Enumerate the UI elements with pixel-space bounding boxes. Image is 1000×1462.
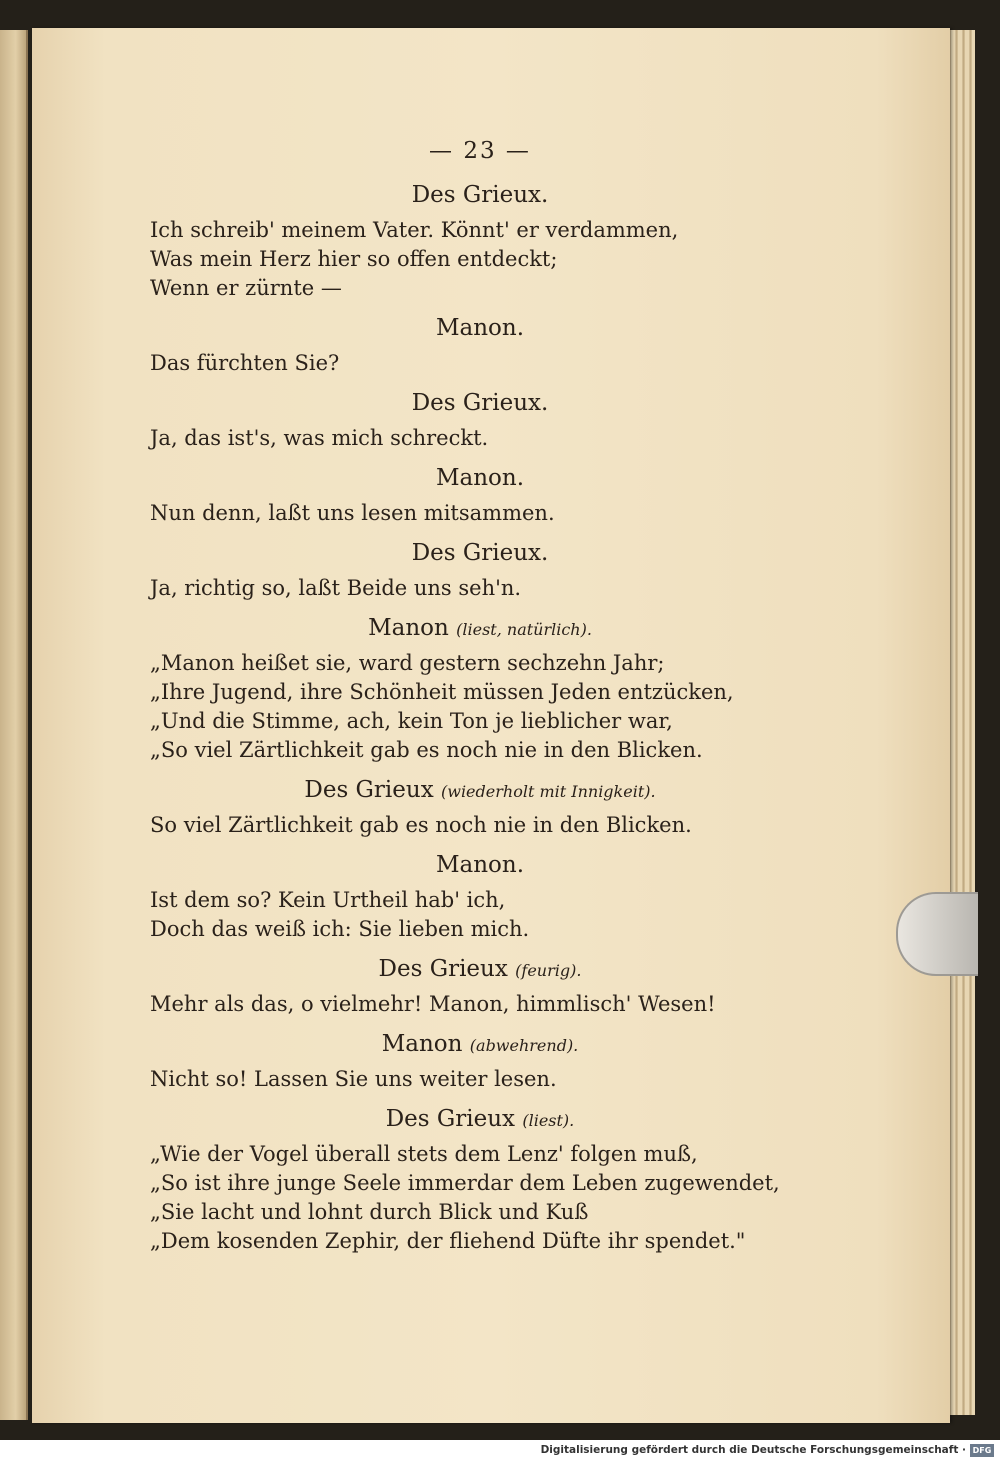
- speaker-name: Manon.: [435, 465, 525, 491]
- verse-line: „So viel Zärtlichkeit gab es noch nie in den Blicken.: [150, 738, 703, 762]
- verse-line: Wenn er zürnte —: [150, 276, 342, 300]
- verse-line: „Dem kosenden Zephir, der fliehend Düfte ihr spendet.": [150, 1229, 746, 1253]
- page-text: [150, 130, 810, 1256]
- speaker-heading: [150, 956, 810, 982]
- verse-line: Ist dem so? Kein Urtheil hab' ich,: [150, 888, 506, 912]
- footer-bar: [0, 1440, 1000, 1462]
- verse-line: Was mein Herz hier so offen entdeckt;: [150, 247, 558, 271]
- speaker-name: Manon.: [435, 852, 525, 878]
- speaker-name: Des Grieux.: [411, 540, 549, 566]
- verse-line: „Und die Stimme, ach, kein Ton je lieblicher war,: [150, 709, 673, 733]
- footer-credit: Digitalisierung gefördert durch die Deutsche Forschungsgemeinschaft ·: [540, 1444, 966, 1456]
- facing-page-edge: [0, 30, 28, 1420]
- speaker-heading: [150, 315, 810, 341]
- speaker-name: Manon.: [435, 315, 525, 341]
- verse-line: „Ihre Jugend, ihre Schönheit müssen Jeden entzücken,: [150, 680, 734, 704]
- speaker-name: Des Grieux: [385, 1106, 516, 1132]
- verse-line: Nicht so! Lassen Sie uns weiter lesen.: [150, 1067, 557, 1091]
- stage-direction: (abwehrend).: [469, 1036, 579, 1055]
- speaker-heading: [150, 852, 810, 878]
- speaker-heading: [150, 777, 810, 803]
- verse-line: Ich schreib' meinem Vater. Könnt' er verdammen,: [150, 218, 679, 242]
- speaker-name: Manon: [368, 615, 449, 641]
- stage-direction: (liest, natürlich).: [456, 620, 592, 639]
- stage-direction: (liest).: [522, 1111, 575, 1130]
- verse-line: „Wie der Vogel überall stets dem Lenz' folgen muß,: [150, 1142, 698, 1166]
- verse-line: Das fürchten Sie?: [150, 351, 340, 375]
- stage-direction: (wiederholt mit Innigkeit).: [441, 782, 656, 801]
- speaker-heading: [150, 1031, 810, 1057]
- verse-line: Ja, das ist's, was mich schreckt.: [150, 426, 489, 450]
- verse-line: „Manon heißet sie, ward gestern sechzehn Jahr;: [150, 651, 665, 675]
- speaker-name: Des Grieux.: [411, 390, 549, 416]
- verse-line: Mehr als das, o vielmehr! Manon, himmlisch' Wesen!: [150, 992, 716, 1016]
- verse-line: „So ist ihre junge Seele immerdar dem Leben zugewendet,: [150, 1171, 780, 1195]
- verse-line: „Sie lacht und lohnt durch Blick und Kuß: [150, 1200, 589, 1224]
- verse-line: So viel Zärtlichkeit gab es noch nie in den Blicken.: [150, 813, 692, 837]
- stage-direction: (feurig).: [515, 961, 582, 980]
- page-tab-marker: [896, 892, 978, 976]
- speaker-heading: [150, 182, 810, 208]
- dialogue-blocks: [150, 182, 810, 1256]
- speaker-name: Des Grieux: [304, 777, 434, 803]
- page-number: — 23 —: [429, 138, 531, 164]
- verse-line: Ja, richtig so, laßt Beide uns seh'n.: [150, 576, 522, 600]
- speaker-name: Des Grieux: [378, 956, 508, 982]
- verse-line: Doch das weiß ich: Sie lieben mich.: [150, 917, 530, 941]
- verse-line: Nun denn, laßt uns lesen mitsammen.: [150, 501, 555, 525]
- speaker-heading: [150, 465, 810, 491]
- speaker-heading: [150, 615, 810, 641]
- speaker-name: Des Grieux.: [411, 182, 549, 208]
- speaker-heading: [150, 390, 810, 416]
- speaker-name: Manon: [381, 1031, 463, 1057]
- speaker-heading: [150, 1106, 810, 1132]
- speaker-heading: [150, 540, 810, 566]
- dfg-logo: DFG: [970, 1444, 994, 1457]
